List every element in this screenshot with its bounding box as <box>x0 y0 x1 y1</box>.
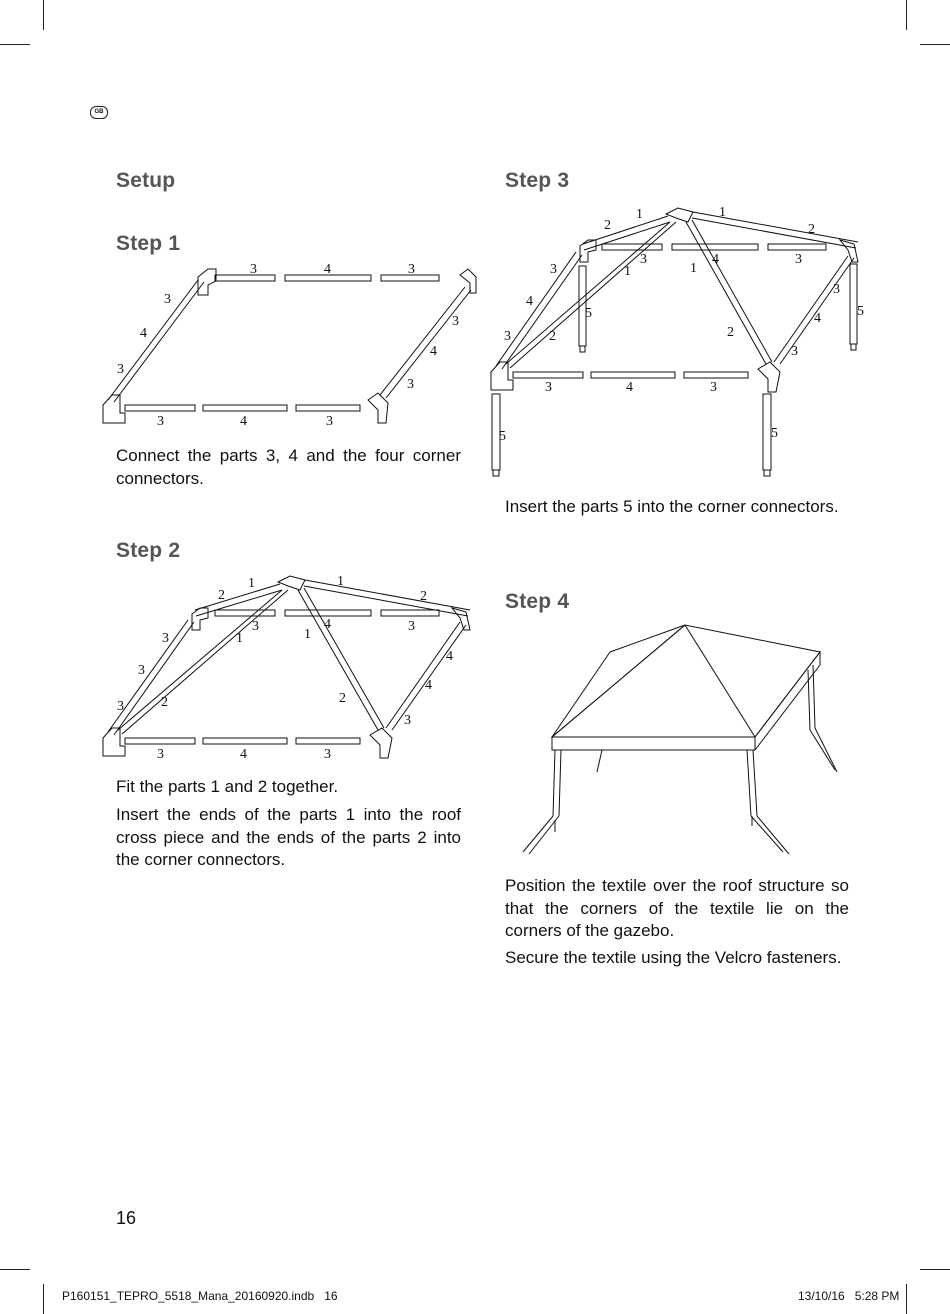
svg-text:5: 5 <box>857 304 864 319</box>
crop-mark <box>43 1284 44 1314</box>
svg-text:2: 2 <box>161 695 168 710</box>
crop-mark <box>0 1269 30 1270</box>
language-badge: GB <box>90 106 108 119</box>
svg-text:5: 5 <box>585 306 592 321</box>
step1-heading: Step 1 <box>116 232 181 255</box>
step1-part-labels <box>117 262 459 429</box>
step3-heading: Step 3 <box>505 169 570 192</box>
svg-text:1: 1 <box>636 207 643 222</box>
crop-mark <box>920 44 950 45</box>
svg-text:2: 2 <box>549 329 556 344</box>
svg-text:3: 3 <box>710 380 717 395</box>
svg-text:4: 4 <box>240 414 247 429</box>
svg-text:1: 1 <box>236 631 243 646</box>
setup-heading: Setup <box>116 169 176 192</box>
step4-gazebo-drawing <box>515 620 845 860</box>
svg-text:5: 5 <box>499 429 506 444</box>
svg-text:3: 3 <box>452 314 459 329</box>
step1-text: Connect the parts 3, 4 and the four corner connectors. <box>116 446 461 488</box>
svg-text:3: 3 <box>640 252 647 267</box>
svg-text:4: 4 <box>430 344 437 359</box>
svg-text:3: 3 <box>252 619 259 634</box>
svg-text:1: 1 <box>248 576 255 591</box>
step2-heading: Step 2 <box>116 539 181 562</box>
svg-text:1: 1 <box>624 264 631 279</box>
svg-text:2: 2 <box>604 218 611 233</box>
crop-mark <box>0 44 30 45</box>
svg-text:3: 3 <box>550 262 557 277</box>
step3-frame-diagram <box>488 200 878 485</box>
svg-text:3: 3 <box>157 747 164 762</box>
svg-text:3: 3 <box>250 262 257 277</box>
svg-text:3: 3 <box>833 282 840 297</box>
svg-text:3: 3 <box>408 619 415 634</box>
footer-file-info: P160151_TEPRO_5518_Mana_20160920.indb 16 <box>62 1289 338 1303</box>
svg-text:4: 4 <box>814 311 821 326</box>
step3-part-labels <box>499 205 864 444</box>
svg-text:4: 4 <box>240 747 247 762</box>
crop-mark <box>906 0 907 30</box>
svg-text:4: 4 <box>526 294 533 309</box>
footer-datetime: 13/10/16 5:28 PM <box>798 1289 900 1303</box>
svg-text:2: 2 <box>339 691 346 706</box>
svg-text:3: 3 <box>157 414 164 429</box>
svg-text:3: 3 <box>117 699 124 714</box>
crop-mark <box>43 0 44 30</box>
svg-text:4: 4 <box>324 617 331 632</box>
svg-text:3: 3 <box>407 377 414 392</box>
page-number: 16 <box>116 1208 137 1228</box>
svg-text:3: 3 <box>164 292 171 307</box>
svg-text:4: 4 <box>626 380 633 395</box>
step2-frame-diagram <box>100 570 480 770</box>
svg-text:3: 3 <box>117 362 124 377</box>
svg-text:1: 1 <box>337 574 344 589</box>
svg-text:1: 1 <box>690 261 697 276</box>
svg-text:2: 2 <box>218 588 225 603</box>
svg-text:3: 3 <box>408 262 415 277</box>
svg-text:1: 1 <box>304 627 311 642</box>
svg-text:4: 4 <box>712 252 719 267</box>
step3-text: Insert the parts 5 into the corner connectors. <box>505 497 839 516</box>
svg-text:4: 4 <box>425 678 432 693</box>
svg-text:1: 1 <box>719 205 726 220</box>
svg-text:2: 2 <box>808 222 815 237</box>
svg-text:3: 3 <box>795 252 802 267</box>
svg-text:4: 4 <box>446 649 453 664</box>
svg-text:4: 4 <box>324 262 331 277</box>
crop-mark <box>906 1284 907 1314</box>
crop-mark <box>920 1269 950 1270</box>
svg-text:3: 3 <box>162 631 169 646</box>
step2-part-labels <box>117 574 453 762</box>
step2-text-2: Insert the ends of the parts 1 into the roof cross piece and the ends of the parts 2 into the corner connectors. <box>116 805 461 869</box>
svg-text:3: 3 <box>504 329 511 344</box>
svg-text:2: 2 <box>727 325 734 340</box>
svg-text:5: 5 <box>771 426 778 441</box>
step4-text-1: Position the textile over the roof structure so that the corners of the textile lie on the corners of the gazebo. <box>505 876 849 940</box>
svg-text:4: 4 <box>140 326 147 341</box>
svg-text:3: 3 <box>791 344 798 359</box>
step4-text-2: Secure the textile using the Velcro fasteners. <box>505 948 842 967</box>
step1-frame-diagram <box>100 255 480 435</box>
svg-text:3: 3 <box>326 414 333 429</box>
svg-text:3: 3 <box>324 747 331 762</box>
svg-text:2: 2 <box>420 589 427 604</box>
step4-heading: Step 4 <box>505 590 570 613</box>
svg-text:3: 3 <box>545 380 552 395</box>
svg-text:3: 3 <box>138 663 145 678</box>
step2-text-1: Fit the parts 1 and 2 together. <box>116 777 339 796</box>
svg-text:3: 3 <box>404 713 411 728</box>
